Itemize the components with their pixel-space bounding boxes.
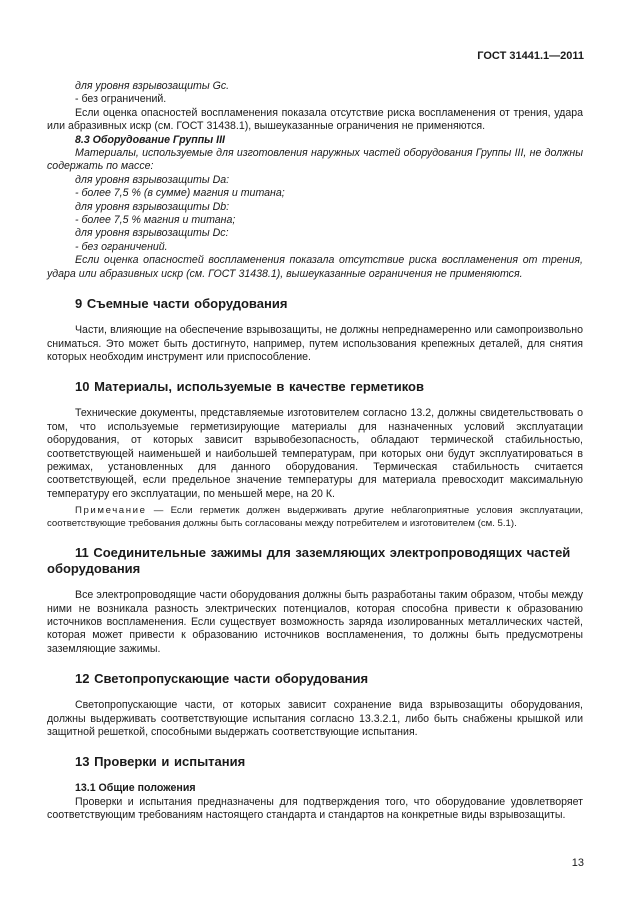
section-title: 9 Съемные части оборудования	[75, 296, 288, 312]
text-line: - более 7,5 % магния и титана;	[75, 214, 236, 227]
text-line: для уровня взрывозащиты Db:	[75, 200, 230, 213]
paragraph: Если оценка опасностей воспламенения показала отсутствие риска воспламенения от трения, удара или абразивных искр (см. ГОСТ 31438.1), вышеуказанные ограничения не применяются.	[47, 106, 583, 133]
text-line: для уровня взрывозащиты Dc:	[75, 227, 229, 240]
subsection-title: 8.3 Оборудование Группы III	[75, 133, 225, 146]
text-line: - без ограничений.	[75, 240, 168, 253]
section-title: 12 Светопропускающие части оборудования	[75, 671, 369, 687]
text-line: для уровня взрывозащиты Da:	[75, 173, 230, 186]
subsection-title: 13.1 Общие положения	[75, 782, 196, 795]
paragraph: Технические документы, представляемые изготовителем согласно 13.2, должны свидетельствовать о том, что используемые герметизирующие материалы для назначенных условий эксплуатации оборудования, от которых зависит взрывобезопасность, обладают термической стабильностью, соответствующей наименьшей и наибольшей температурам, при которых они будут эксплуатироваться в режимах, установленных для данного оборудования. Термическая стабильность считается соответствующей, если предельное значение температуры для материала превосходит максимальную температуру его эксплуатации, по меньшей мере, на 20 К.	[47, 407, 583, 500]
text-line: - более 7,5 % (в сумме) магния и титана;	[75, 187, 285, 200]
page-content	[47, 80, 583, 823]
paragraph: Материалы, используемые для изготовления наружных частей оборудования Группы III, не должны содержать по массе:	[47, 147, 583, 173]
paragraph: Светопропускающие части, от которых зависит сохранение вида взрывозащиты оборудования, должны выдерживать соответствующие испытания согласно 13.3.2.1, либо быть снабжены крышкой или защитной решеткой, способными выдержать соответствующие испытания.	[47, 699, 583, 738]
text-line: - без ограничений.	[75, 93, 167, 106]
document-header: ГОСТ 31441.1—2011	[477, 50, 584, 62]
section-title: 11 Соединительные зажимы для заземляющих электропроводящих частей оборудования	[47, 545, 571, 577]
note-label: Примечание	[75, 505, 147, 517]
paragraph: Проверки и испытания предназначены для подтверждения того, что оборудование удовлетворяет соответствующим требованиям настоящего стандарта и стандартов на конкретные виды взрывозащиты.	[47, 795, 583, 822]
paragraph: Части, влияющие на обеспечение взрывозащиты, не должны непреднамеренно или самопроизвольно сниматься. Это может быть достигнуто, например, путем использования крепежных деталей, для снятия которых необходим инструмент или приспособление.	[47, 324, 583, 363]
note	[47, 504, 583, 530]
section-title: 10 Материалы, используемые в качестве герметиков	[75, 379, 424, 395]
paragraph: Если оценка опасностей воспламенения показала отсутствие риска воспламенения от трения, удара или абразивных искр (см. ГОСТ 31438.1), вышеуказанные ограничения не применяются.	[47, 254, 583, 280]
note-text: — Если герметик должен выдерживать другие неблагоприятные условия эксплуатации, соответствующие требования должны быть согласованы между потребителем и изготовителем (см. 5.1).	[47, 505, 583, 530]
section-title: 13 Проверки и испытания	[75, 754, 246, 770]
text-line: для уровня взрывозащиты Gc.	[75, 80, 230, 92]
paragraph: Все электропроводящие части оборудования должны быть разработаны таким образом, чтобы между ними не возникала разность электрических потенциалов, которая способна привести к образованию источников воспламенения. Если существует возможность заряда изолированных металлических частей, которая может привести к образованию источников воспламенения, то должны быть предусмотрены заземляющие зажимы.	[47, 589, 583, 655]
page-number: 13	[571, 857, 584, 869]
